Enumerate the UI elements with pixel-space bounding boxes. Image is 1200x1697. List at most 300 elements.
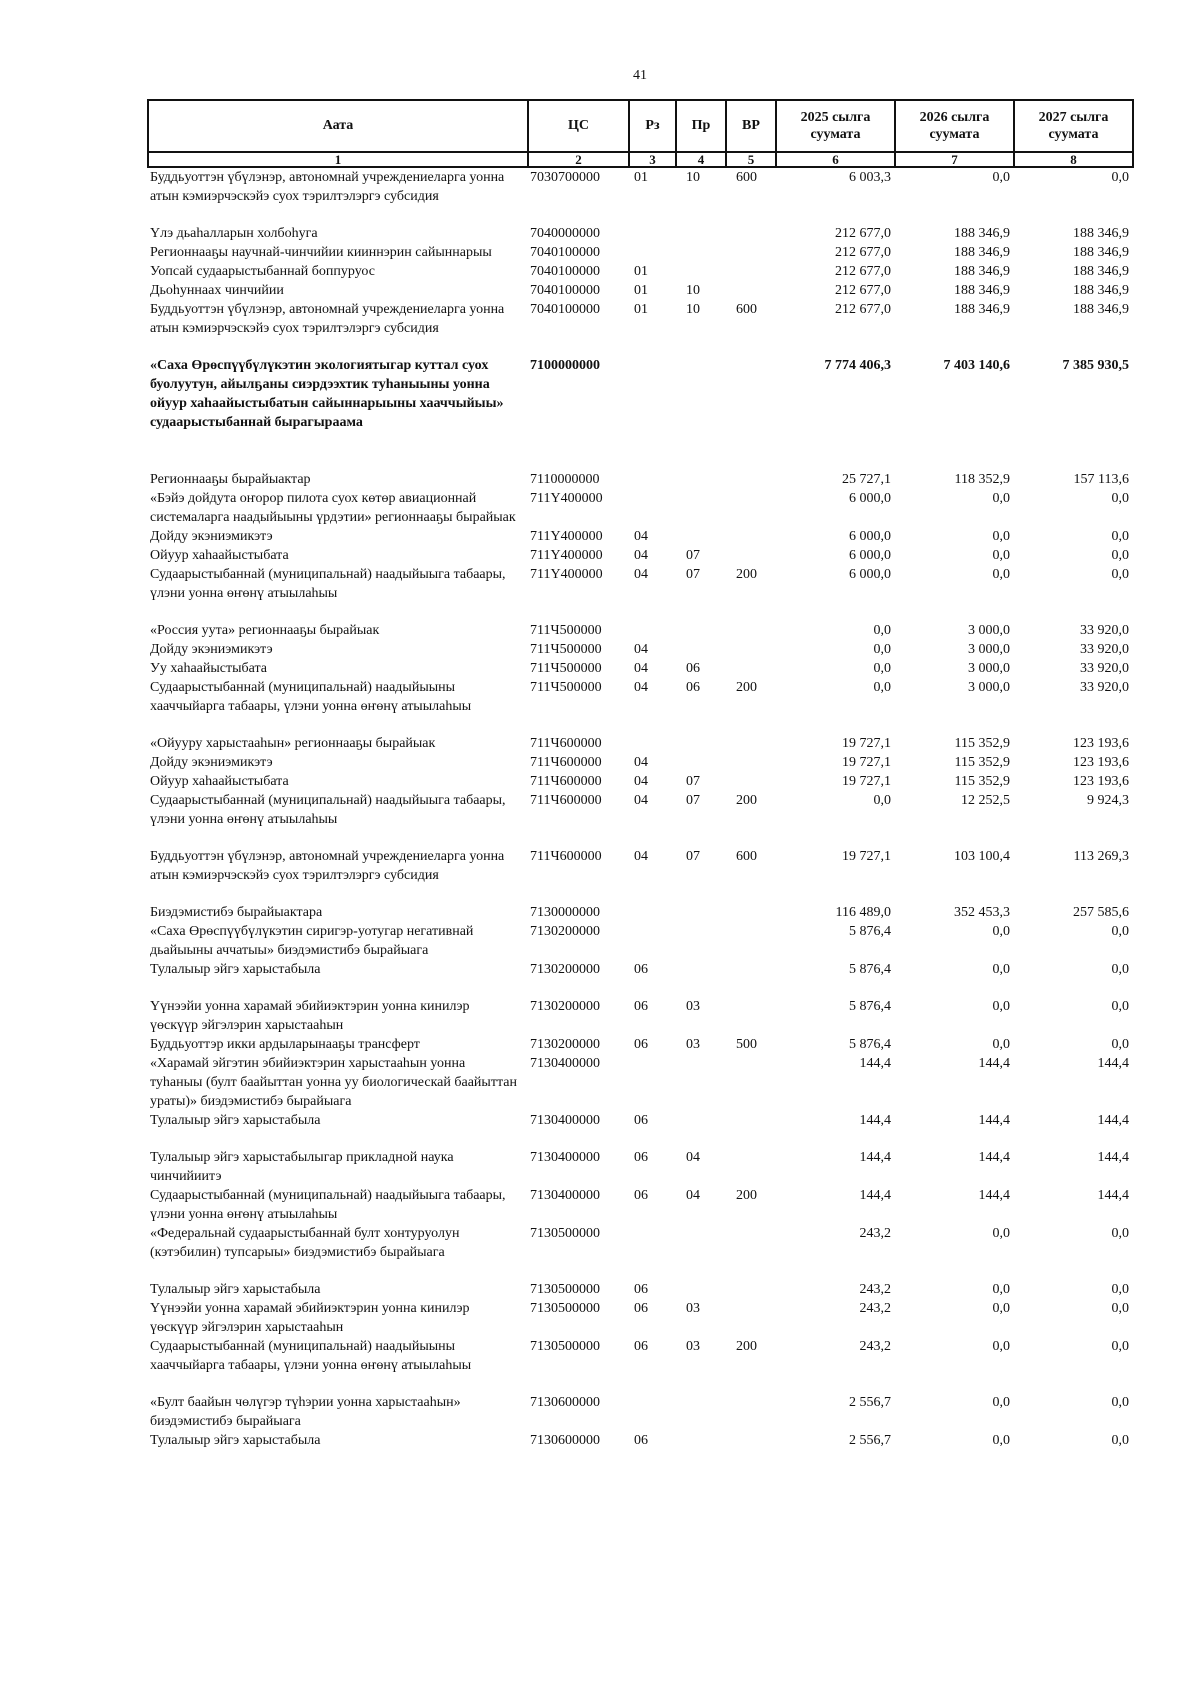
- row-amount-2027: 0,0: [1111, 1226, 1129, 1241]
- row-cs-code: 7040100000: [530, 302, 600, 317]
- row-amount-2026: 7 403 140,6: [943, 358, 1010, 373]
- row-vr: [726, 356, 776, 470]
- header-2027: 2027 сылга суумата: [1014, 100, 1133, 152]
- row-amount-2027: 0,0: [1111, 548, 1129, 563]
- row-vr: 200: [736, 1339, 757, 1354]
- row-pr: [676, 640, 726, 659]
- row-vr: [726, 262, 776, 281]
- row-vr: [726, 1148, 776, 1186]
- row-amount-2026: 144,4: [978, 1150, 1010, 1165]
- row-vr: [726, 489, 776, 527]
- row-cs-code: 711Y400000: [530, 529, 603, 544]
- row-rz: 01: [634, 283, 648, 298]
- row-amount-2026: 0,0: [992, 1301, 1010, 1316]
- table-row: [148, 1186, 1133, 1224]
- row-amount-2026: 0,0: [992, 924, 1010, 939]
- row-pr: [676, 243, 726, 262]
- row-cs-code: 7130400000: [530, 1188, 600, 1203]
- row-cs-code: 711Y400000: [530, 548, 603, 563]
- row-rz: 01: [634, 170, 648, 185]
- row-rz: [629, 1224, 676, 1280]
- row-rz: 01: [634, 302, 648, 317]
- row-amount-2025: 212 677,0: [835, 283, 891, 298]
- row-amount-2027: 9 924,3: [1087, 793, 1129, 808]
- row-amount-2027: 0,0: [1111, 1282, 1129, 1297]
- row-name: Судаарыстыбаннай (муниципальнай) наадыйыыны хааччыйарга табаары, үлэни уонна өҥөнү атыылаһыы: [150, 1339, 472, 1373]
- row-amount-2025: 0,0: [873, 793, 891, 808]
- table-row: [148, 565, 1133, 621]
- row-pr: [676, 922, 726, 960]
- row-amount-2027: 144,4: [1097, 1056, 1129, 1071]
- table-row: [148, 678, 1133, 734]
- row-amount-2027: 123 193,6: [1073, 755, 1129, 770]
- row-pr: 03: [686, 1339, 700, 1354]
- row-amount-2027: 0,0: [1111, 529, 1129, 544]
- budget-table: [147, 99, 1134, 1450]
- row-name: «Харамай эйгэтин эбийиэктэрин харыстааһын уонна туһаныы (булт баайыттан уонна уу биологическай баайыттан ураты)» биэдэмистибэ бырайыага: [150, 1056, 517, 1109]
- table-row: [148, 489, 1133, 527]
- row-pr: 10: [686, 283, 700, 298]
- row-cs-code: 7040100000: [530, 283, 600, 298]
- row-pr: 07: [686, 548, 700, 563]
- row-name: Тулалыыр эйгэ харыстабылыгар прикладной наука чинчийиитэ: [150, 1150, 454, 1184]
- row-amount-2026: 188 346,9: [954, 302, 1010, 317]
- table-row: [148, 734, 1133, 753]
- row-amount-2026: 0,0: [992, 1282, 1010, 1297]
- row-vr: [726, 903, 776, 922]
- row-vr: [726, 470, 776, 489]
- row-name: Тулалыыр эйгэ харыстабыла: [150, 1113, 321, 1128]
- row-rz: 04: [634, 529, 648, 544]
- row-amount-2025: 212 677,0: [835, 226, 891, 241]
- column-number: 8: [1014, 152, 1133, 167]
- row-name: Судаарыстыбаннай (муниципальнай) наадыйыыга табаары, үлэни уонна өҥөнү атыылаһыы: [150, 567, 506, 601]
- row-cs-code: 7110000000: [530, 472, 600, 487]
- row-amount-2027: 144,4: [1097, 1150, 1129, 1165]
- row-vr: [726, 546, 776, 565]
- row-amount-2026: 0,0: [992, 999, 1010, 1014]
- row-amount-2027: 0,0: [1111, 962, 1129, 977]
- row-amount-2025: 243,2: [859, 1282, 891, 1297]
- row-amount-2026: 3 000,0: [968, 680, 1010, 695]
- row-amount-2025: 6 003,3: [849, 170, 891, 185]
- row-cs-code: 711Ч500000: [530, 623, 602, 638]
- row-pr: 07: [686, 849, 700, 864]
- row-name: Регионнааҕы научнай-чинчийии кииннэрин сайыннарыы: [150, 245, 492, 260]
- row-rz: [629, 470, 676, 489]
- row-name: Дойду экэниэмикэтэ: [150, 529, 273, 544]
- row-amount-2027: 0,0: [1111, 999, 1129, 1014]
- row-pr: 10: [686, 302, 700, 317]
- row-amount-2026: 188 346,9: [954, 283, 1010, 298]
- row-cs-code: 7130200000: [530, 924, 600, 939]
- row-vr: [726, 1111, 776, 1148]
- row-pr: 07: [686, 567, 700, 582]
- row-name: «Россия уута» регионнааҕы бырайыак: [150, 623, 380, 638]
- row-amount-2026: 0,0: [992, 1433, 1010, 1448]
- table-row: [148, 470, 1133, 489]
- row-amount-2027: 144,4: [1097, 1188, 1129, 1203]
- row-amount-2026: 0,0: [992, 491, 1010, 506]
- row-name: Үүнээйи уонна харамай эбийиэктэрин уонна кинилэр үөскүүр эйгэлэрин харыстааһын: [150, 999, 470, 1033]
- row-amount-2026: 3 000,0: [968, 661, 1010, 676]
- row-vr: [726, 243, 776, 262]
- row-amount-2025: 144,4: [859, 1150, 891, 1165]
- row-cs-code: 7130600000: [530, 1433, 600, 1448]
- table-row: [148, 243, 1133, 262]
- column-number-row: [148, 152, 1133, 167]
- row-name: Биэдэмистибэ бырайыактара: [150, 905, 323, 920]
- row-vr: [726, 281, 776, 300]
- row-amount-2025: 6 000,0: [849, 548, 891, 563]
- table-row: [148, 262, 1133, 281]
- row-rz: 06: [634, 1339, 648, 1354]
- table-row: [148, 621, 1133, 640]
- row-amount-2027: 188 346,9: [1073, 226, 1129, 241]
- row-amount-2026: 0,0: [992, 548, 1010, 563]
- row-amount-2025: 19 727,1: [842, 774, 891, 789]
- row-pr: 06: [686, 680, 700, 695]
- row-pr: 10: [686, 170, 700, 185]
- table-row: [148, 1224, 1133, 1280]
- row-amount-2027: 7 385 930,5: [1062, 358, 1129, 373]
- row-name: Буддьуоттэн үбүлэнэр, автономнай учреждениеларга уонна атын кэмиэрчэскэйэ суох тэрилтэлэргэ субсидия: [150, 170, 505, 204]
- row-rz: [629, 903, 676, 922]
- header-name: Аата: [148, 100, 528, 152]
- row-cs-code: 7130500000: [530, 1301, 600, 1316]
- row-vr: [726, 960, 776, 997]
- row-vr: [726, 1393, 776, 1431]
- row-vr: 200: [736, 793, 757, 808]
- row-amount-2026: 0,0: [992, 1395, 1010, 1410]
- row-cs-code: 7030700000: [530, 170, 600, 185]
- row-amount-2026: 0,0: [992, 529, 1010, 544]
- row-vr: [726, 997, 776, 1035]
- row-amount-2027: 144,4: [1097, 1113, 1129, 1128]
- row-pr: 04: [686, 1188, 700, 1203]
- table-header-row: [148, 100, 1133, 152]
- row-amount-2026: 144,4: [978, 1188, 1010, 1203]
- column-number: 7: [895, 152, 1014, 167]
- row-amount-2027: 0,0: [1111, 567, 1129, 582]
- column-number: 3: [629, 152, 676, 167]
- table-row: [148, 1431, 1133, 1450]
- row-amount-2026: 144,4: [978, 1113, 1010, 1128]
- row-rz: [629, 922, 676, 960]
- table-row: [148, 640, 1133, 659]
- table-row: [148, 1035, 1133, 1054]
- row-cs-code: 7130400000: [530, 1150, 600, 1165]
- row-name: Уопсай судаарыстыбаннай боппуруос: [150, 264, 375, 279]
- row-amount-2027: 0,0: [1111, 1339, 1129, 1354]
- row-amount-2026: 188 346,9: [954, 226, 1010, 241]
- row-amount-2025: 212 677,0: [835, 302, 891, 317]
- row-cs-code: 7130200000: [530, 999, 600, 1014]
- row-amount-2026: 0,0: [992, 170, 1010, 185]
- row-amount-2027: 0,0: [1111, 1301, 1129, 1316]
- row-rz: 06: [634, 1113, 648, 1128]
- row-amount-2027: 188 346,9: [1073, 302, 1129, 317]
- row-amount-2025: 2 556,7: [849, 1395, 891, 1410]
- row-rz: 04: [634, 548, 648, 563]
- row-rz: 01: [634, 264, 648, 279]
- row-cs-code: 7040000000: [530, 226, 600, 241]
- row-name: Буддьуоттэн үбүлэнэр, автономнай учреждениеларга уонна атын кэмиэрчэскэйэ суох тэрилтэлэргэ субсидия: [150, 302, 505, 336]
- row-pr: [676, 1393, 726, 1431]
- row-amount-2026: 352 453,3: [954, 905, 1010, 920]
- row-name: «Саха Өрөспүүбүлүкэтин экологиятыгар куттал суох буолуутун, айылҕаны сиэрдээхтик туһаныыны уонна ойуур хаһаайыстыбатын сайыннарыыны хааччыйыы» судаарыстыбаннай бырагыраама: [150, 358, 504, 430]
- row-amount-2027: 113 269,3: [1073, 849, 1129, 864]
- row-amount-2025: 0,0: [873, 642, 891, 657]
- row-cs-code: 711Y400000: [530, 491, 603, 506]
- table-row: [148, 960, 1133, 997]
- row-name: Буддьуоттэр икки ардыларынааҕы трансферт: [150, 1037, 420, 1052]
- row-vr: [726, 772, 776, 791]
- row-vr: [726, 621, 776, 640]
- row-pr: 07: [686, 774, 700, 789]
- row-name: Судаарыстыбаннай (муниципальнай) наадыйыыга табаары, үлэни уонна өҥөнү атыылаһыы: [150, 793, 506, 827]
- row-amount-2026: 115 352,9: [954, 774, 1010, 789]
- row-cs-code: 711Ч600000: [530, 774, 602, 789]
- row-pr: [676, 960, 726, 997]
- row-name: Регионнааҕы бырайыактар: [150, 472, 311, 487]
- row-amount-2027: 0,0: [1111, 1433, 1129, 1448]
- row-amount-2025: 212 677,0: [835, 264, 891, 279]
- row-vr: [726, 224, 776, 243]
- row-vr: [726, 734, 776, 753]
- row-pr: [676, 621, 726, 640]
- row-rz: 04: [634, 661, 648, 676]
- row-rz: 04: [634, 793, 648, 808]
- row-amount-2025: 243,2: [859, 1301, 891, 1316]
- row-amount-2025: 0,0: [873, 661, 891, 676]
- row-amount-2025: 6 000,0: [849, 529, 891, 544]
- row-cs-code: 7040100000: [530, 264, 600, 279]
- row-rz: 06: [634, 1301, 648, 1316]
- row-name: Дойду экэниэмикэтэ: [150, 755, 273, 770]
- table-row: [148, 1054, 1133, 1111]
- row-amount-2025: 19 727,1: [842, 736, 891, 751]
- column-number: 5: [726, 152, 776, 167]
- row-cs-code: 7130500000: [530, 1226, 600, 1241]
- row-rz: [629, 356, 676, 470]
- row-vr: 200: [736, 567, 757, 582]
- row-amount-2026: 0,0: [992, 1226, 1010, 1241]
- row-cs-code: 711Ч500000: [530, 642, 602, 657]
- row-rz: 04: [634, 755, 648, 770]
- table-row: [148, 903, 1133, 922]
- row-amount-2025: 5 876,4: [849, 1037, 891, 1052]
- row-rz: 06: [634, 1037, 648, 1052]
- row-pr: [676, 903, 726, 922]
- column-number: 1: [148, 152, 528, 167]
- row-amount-2025: 5 876,4: [849, 962, 891, 977]
- row-amount-2026: 118 352,9: [954, 472, 1010, 487]
- row-name: «Ойууру харыстааһын» регионнааҕы бырайыак: [150, 736, 436, 751]
- row-name: Тулалыыр эйгэ харыстабыла: [150, 962, 321, 977]
- row-rz: [629, 1054, 676, 1111]
- row-amount-2025: 0,0: [873, 623, 891, 638]
- row-rz: 04: [634, 567, 648, 582]
- row-vr: [726, 922, 776, 960]
- row-amount-2025: 212 677,0: [835, 245, 891, 260]
- row-name: «Бэйэ дойдута оҥорор пилота суох көтөр авиационнай системаларга наадыйыыны үрдэтии» регионнааҕы бырайыак: [150, 491, 516, 525]
- row-pr: 03: [686, 1037, 700, 1052]
- row-rz: [629, 489, 676, 527]
- row-cs-code: 7130600000: [530, 1395, 600, 1410]
- row-amount-2025: 5 876,4: [849, 999, 891, 1014]
- column-number: 6: [776, 152, 895, 167]
- row-amount-2025: 25 727,1: [842, 472, 891, 487]
- row-amount-2027: 0,0: [1111, 170, 1129, 185]
- row-amount-2025: 19 727,1: [842, 755, 891, 770]
- row-name: Ойуур хаһаайыстыбата: [150, 548, 289, 563]
- row-vr: [726, 1224, 776, 1280]
- row-rz: 06: [634, 1282, 648, 1297]
- row-pr: [676, 356, 726, 470]
- row-vr: 500: [736, 1037, 757, 1052]
- row-rz: 06: [634, 1188, 648, 1203]
- row-rz: [629, 243, 676, 262]
- row-amount-2027: 0,0: [1111, 491, 1129, 506]
- row-pr: 04: [686, 1150, 700, 1165]
- row-pr: 06: [686, 661, 700, 676]
- row-cs-code: 7130500000: [530, 1282, 600, 1297]
- header-rz: Рз: [629, 100, 676, 152]
- row-amount-2027: 33 920,0: [1080, 642, 1129, 657]
- column-number: 4: [676, 152, 726, 167]
- row-pr: 03: [686, 1301, 700, 1316]
- row-cs-code: 7100000000: [530, 358, 600, 373]
- row-pr: [676, 224, 726, 243]
- row-vr: [726, 753, 776, 772]
- row-vr: [726, 527, 776, 546]
- table-body: [148, 167, 1133, 1450]
- row-amount-2025: 144,4: [859, 1188, 891, 1203]
- row-pr: [676, 1280, 726, 1299]
- row-name: Үүнээйи уонна харамай эбийиэктэрин уонна кинилэр үөскүүр эйгэлэрин харыстааһын: [150, 1301, 470, 1335]
- row-pr: [676, 527, 726, 546]
- row-rz: [629, 734, 676, 753]
- table-row: [148, 224, 1133, 243]
- header-pr: Пр: [676, 100, 726, 152]
- row-pr: [676, 470, 726, 489]
- row-rz: 04: [634, 774, 648, 789]
- row-amount-2025: 6 000,0: [849, 567, 891, 582]
- table-row: [148, 1280, 1133, 1299]
- column-number: 2: [528, 152, 629, 167]
- row-vr: 600: [736, 170, 757, 185]
- row-pr: 03: [686, 999, 700, 1014]
- row-amount-2026: 3 000,0: [968, 623, 1010, 638]
- row-amount-2026: 0,0: [992, 1339, 1010, 1354]
- table-row: [148, 300, 1133, 356]
- row-rz: 06: [634, 962, 648, 977]
- row-cs-code: 7130000000: [530, 905, 600, 920]
- row-name: Буддьуоттэн үбүлэнэр, автономнай учреждениеларга уонна атын кэмиэрчэскэйэ суох тэрилтэлэргэ субсидия: [150, 849, 505, 883]
- row-vr: [726, 659, 776, 678]
- row-cs-code: 7130200000: [530, 962, 600, 977]
- header-2025: 2025 сылга суумата: [776, 100, 895, 152]
- row-rz: 06: [634, 999, 648, 1014]
- row-amount-2026: 144,4: [978, 1056, 1010, 1071]
- row-amount-2025: 2 556,7: [849, 1433, 891, 1448]
- row-amount-2025: 243,2: [859, 1339, 891, 1354]
- row-amount-2025: 5 876,4: [849, 924, 891, 939]
- row-cs-code: 711Y400000: [530, 567, 603, 582]
- row-amount-2025: 243,2: [859, 1226, 891, 1241]
- table-row: [148, 527, 1133, 546]
- row-name: «Булт баайын чөлүгэр түһэрии уонна харыстааһын» биэдэмистибэ бырайыага: [150, 1395, 461, 1429]
- row-name: «Саха Өрөспүүбүлүкэтин сиригэр-уотугар негативнай дьайыыны аччатыы» биэдэмистибэ бырайыага: [150, 924, 474, 958]
- row-name: Дьоһуннаах чинчийии: [150, 283, 284, 298]
- row-amount-2026: 12 252,5: [961, 793, 1010, 808]
- row-cs-code: 7130500000: [530, 1339, 600, 1354]
- row-amount-2027: 0,0: [1111, 1395, 1129, 1410]
- row-pr: [676, 1054, 726, 1111]
- row-cs-code: 711Ч600000: [530, 849, 602, 864]
- row-vr: 200: [736, 680, 757, 695]
- row-rz: 04: [634, 680, 648, 695]
- row-cs-code: 7130400000: [530, 1056, 600, 1071]
- row-amount-2027: 0,0: [1111, 924, 1129, 939]
- table-row: [148, 281, 1133, 300]
- header-cs: ЦС: [528, 100, 629, 152]
- row-name: Ойуур хаһаайыстыбата: [150, 774, 289, 789]
- row-amount-2026: 188 346,9: [954, 264, 1010, 279]
- table-row: [148, 546, 1133, 565]
- row-vr: [726, 1299, 776, 1337]
- row-amount-2027: 33 920,0: [1080, 623, 1129, 638]
- row-amount-2025: 144,4: [859, 1113, 891, 1128]
- header-2026: 2026 сылга суумата: [895, 100, 1014, 152]
- row-vr: [726, 1280, 776, 1299]
- row-amount-2025: 144,4: [859, 1056, 891, 1071]
- row-amount-2026: 188 346,9: [954, 245, 1010, 260]
- row-pr: [676, 1224, 726, 1280]
- row-name: Тулалыыр эйгэ харыстабыла: [150, 1433, 321, 1448]
- row-pr: [676, 262, 726, 281]
- row-amount-2025: 6 000,0: [849, 491, 891, 506]
- row-rz: [629, 621, 676, 640]
- row-amount-2027: 33 920,0: [1080, 661, 1129, 676]
- row-pr: [676, 1431, 726, 1450]
- table-row: [148, 1148, 1133, 1186]
- row-amount-2026: 3 000,0: [968, 642, 1010, 657]
- row-amount-2027: 188 346,9: [1073, 283, 1129, 298]
- table-row: [148, 1393, 1133, 1431]
- row-vr: [726, 1431, 776, 1450]
- table-row: [148, 997, 1133, 1035]
- row-amount-2025: 116 489,0: [835, 905, 891, 920]
- row-cs-code: 711Ч600000: [530, 793, 602, 808]
- row-cs-code: 7130400000: [530, 1113, 600, 1128]
- row-amount-2026: 115 352,9: [954, 736, 1010, 751]
- row-cs-code: 711Ч500000: [530, 680, 602, 695]
- row-cs-code: 711Ч500000: [530, 661, 602, 676]
- table-row: [148, 791, 1133, 847]
- row-pr: [676, 489, 726, 527]
- table-row: [148, 1111, 1133, 1148]
- row-rz: 04: [634, 642, 648, 657]
- row-cs-code: 7130200000: [530, 1037, 600, 1052]
- row-amount-2025: 19 727,1: [842, 849, 891, 864]
- row-rz: [629, 224, 676, 243]
- row-vr: 200: [736, 1188, 757, 1203]
- row-amount-2026: 0,0: [992, 567, 1010, 582]
- row-name: Судаарыстыбаннай (муниципальнай) наадыйыыны хааччыйарга табаары, үлэни уонна өҥөнү атыылаһыы: [150, 680, 472, 714]
- row-rz: 06: [634, 1433, 648, 1448]
